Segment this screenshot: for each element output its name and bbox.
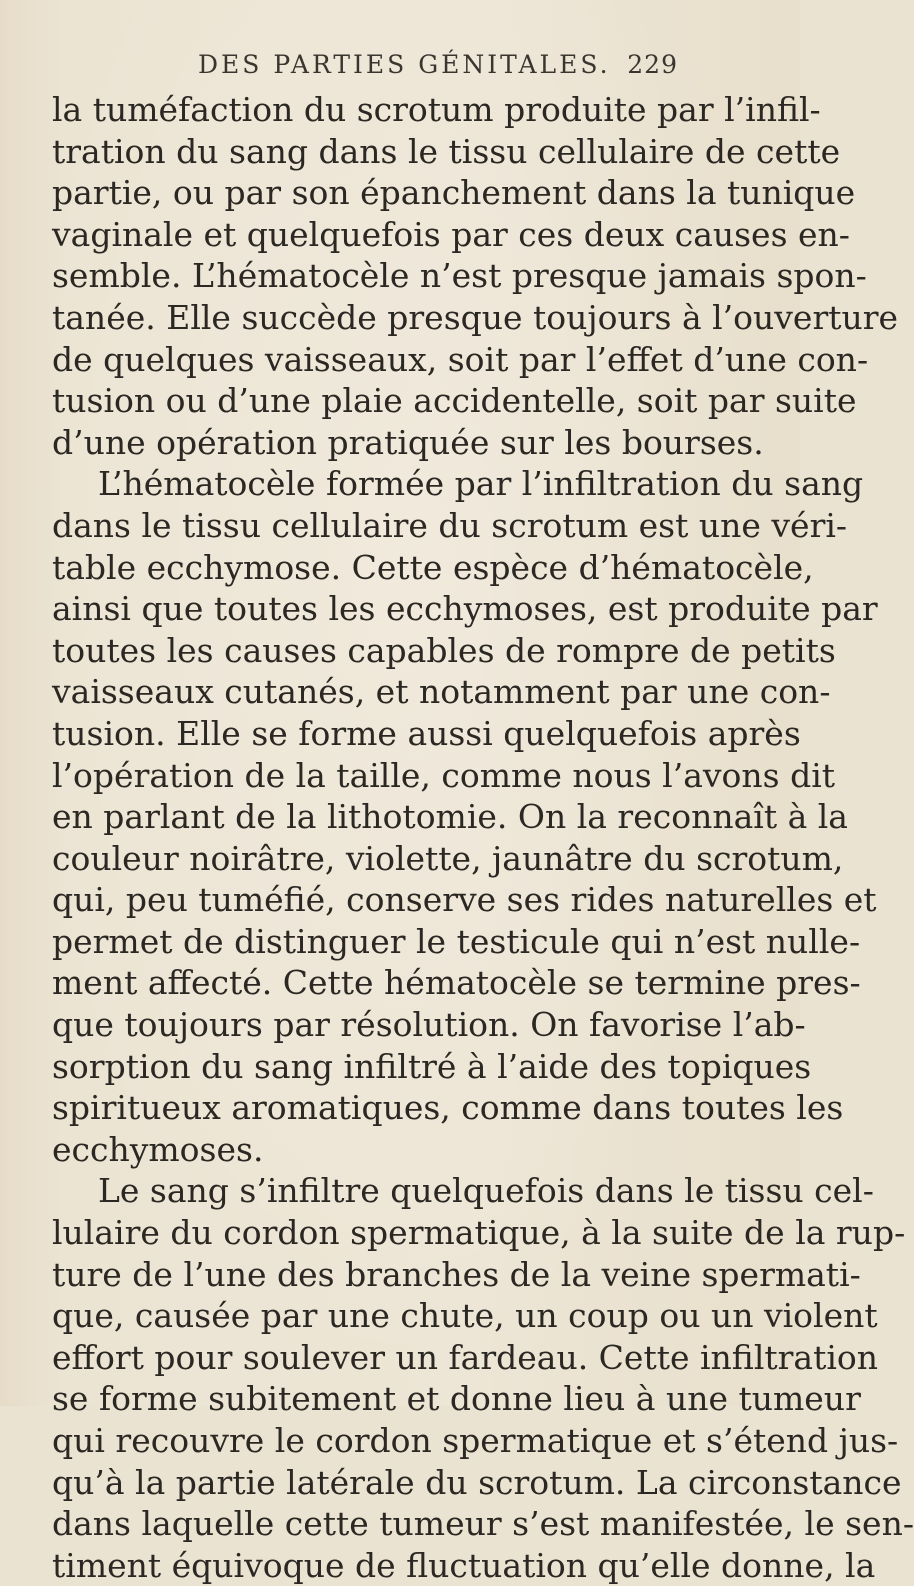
text-line: l’opération de la taille, comme nous l’avons dit <box>52 755 836 795</box>
text-line: ment affecté. Cette hématocèle se termine pres- <box>52 963 861 1003</box>
body-text <box>52 89 914 1586</box>
text-line: que toujours par résolution. On favorise l’ab- <box>52 1005 806 1045</box>
text-line: timent équivoque de fluctuation qu’elle donne, la <box>52 1545 876 1585</box>
text-line: dans laquelle cette tumeur s’est manifestée, le sen- <box>52 1504 914 1544</box>
text-line: ture de l’une des branches de la veine spermati- <box>52 1254 861 1294</box>
text-line: vaisseaux cutanés, et notamment par une con- <box>52 672 831 712</box>
text-line: vaginale et quelquefois par ces deux causes en- <box>52 214 850 254</box>
text-line: spiritueux aromatiques, comme dans toutes les <box>52 1088 844 1128</box>
paragraph <box>52 463 878 1170</box>
text-line: lulaire du cordon spermatique, à la suite de la rup- <box>52 1213 906 1253</box>
running-title: DES PARTIES GÉNITALES. <box>198 50 611 79</box>
paragraph <box>52 89 899 463</box>
text-line: toutes les causes capables de rompre de petits <box>52 630 836 670</box>
page-number: 229 <box>627 50 678 79</box>
text-line: semble. L’hématocèle n’est presque jamais spon- <box>52 256 867 296</box>
text-line: qu’à la partie latérale du scrotum. La circonstance <box>52 1462 902 1502</box>
text-line: ainsi que toutes les ecchymoses, est produite par <box>52 589 878 629</box>
text-line: en parlant de la lithotomie. On la reconnaît à la <box>52 797 848 837</box>
text-line: tration du sang dans le tissu cellulaire de cette <box>52 131 841 171</box>
text-line: qui recouvre le cordon spermatique et s’étend jus- <box>52 1421 899 1460</box>
text-line: tanée. Elle succède presque toujours à l’ouverture <box>52 297 899 337</box>
paragraph <box>52 1170 914 1586</box>
text-line: dans le tissu cellulaire du scrotum est une véri- <box>52 505 848 545</box>
text-line: effort pour soulever un fardeau. Cette infiltration <box>52 1337 879 1377</box>
text-line: partie, ou par son épanchement dans la tunique <box>52 173 856 213</box>
text-line: tusion. Elle se forme aussi quelquefois après <box>52 713 801 753</box>
text-line: ecchymoses. <box>52 1129 264 1169</box>
text-line: permet de distinguer le testicule qui n’est nulle- <box>52 921 861 961</box>
text-line: Le sang s’infiltre quelquefois dans le tissu cel- <box>98 1171 874 1211</box>
text-line: se forme subitement et donne lieu à une tumeur <box>52 1379 861 1419</box>
text-line: de quelques vaisseaux, soit par l’effet d’une con- <box>52 339 869 379</box>
text-line: table ecchymose. Cette espèce d’hématocèle, <box>52 547 814 587</box>
text-line: tusion ou d’une plaie accidentelle, soit par suite <box>52 381 857 421</box>
text-line: sorption du sang infiltré à l’aide des topiques <box>52 1046 812 1086</box>
page-header <box>198 50 678 90</box>
text-line: que, causée par une chute, un coup ou un violent <box>52 1296 878 1336</box>
text-line: couleur noirâtre, violette, jaunâtre du scrotum, <box>52 838 844 878</box>
text-line: L’hématocèle formée par l’infiltration du sang <box>98 464 864 504</box>
text-line: qui, peu tuméfié, conserve ses rides naturelles et <box>52 880 877 920</box>
text-line: la tuméfaction du scrotum produite par l’infil- <box>52 90 821 129</box>
text-line: d’une opération pratiquée sur les bourses. <box>52 422 764 462</box>
